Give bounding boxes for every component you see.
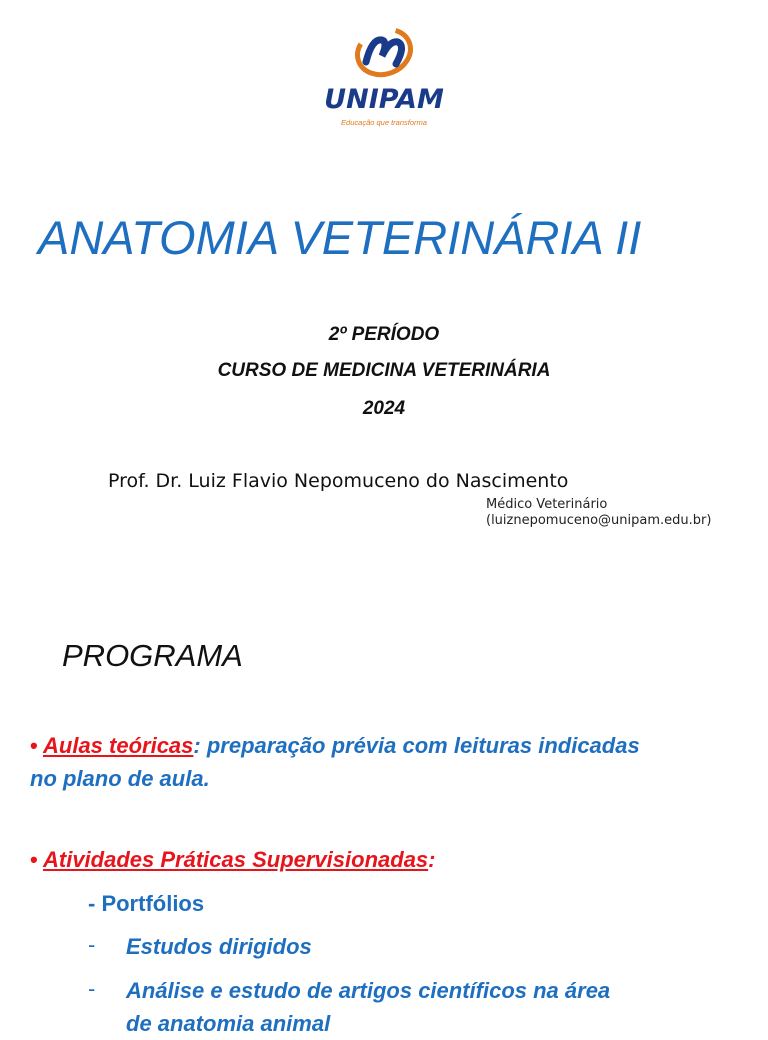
sub-item-dash: - xyxy=(88,932,96,957)
bullet-theory-label: Aulas teóricas xyxy=(43,733,194,758)
bullet-theory xyxy=(30,729,650,795)
year-label: 2024 xyxy=(362,398,406,419)
period-label: 2º PERÍODO xyxy=(328,324,440,345)
sub-item-portfolios: - Portfólios xyxy=(88,891,205,916)
bullet-theory-text: preparação prévia com leituras indicadas no plano de aula. xyxy=(30,733,640,791)
logo-tagline: Educação que transforma xyxy=(341,118,427,127)
professor-name: Prof. Dr. Luiz Flavio Nepomuceno do Nascimento xyxy=(108,470,569,492)
bullet-dot: • xyxy=(30,847,38,872)
professor-role: Médico Veterinário xyxy=(486,497,608,512)
bullet-practice xyxy=(30,843,436,876)
section-heading: PROGRAMA xyxy=(62,638,243,673)
course-label: CURSO DE MEDICINA VETERINÁRIA xyxy=(217,360,551,381)
professor-email: (luiznepomuceno@unipam.edu.br) xyxy=(486,513,712,528)
sub-item-articles-cont: de anatomia animal xyxy=(126,1011,331,1036)
bullet-practice-colon: : xyxy=(428,847,436,872)
sub-item-studies: Estudos dirigidos xyxy=(126,934,312,959)
bullet-practice-label: Atividades Práticas Supervisionadas xyxy=(43,847,429,872)
sub-item-articles: Análise e estudo de artigos científicos na área xyxy=(126,978,611,1003)
bullet-theory-colon: : xyxy=(193,733,201,758)
logo-wordmark: UNIPAM xyxy=(324,84,444,115)
sub-item-dash: - xyxy=(88,976,96,1001)
bullet-dot: • xyxy=(30,733,38,758)
page-title: ANATOMIA VETERINÁRIA II xyxy=(38,211,642,264)
